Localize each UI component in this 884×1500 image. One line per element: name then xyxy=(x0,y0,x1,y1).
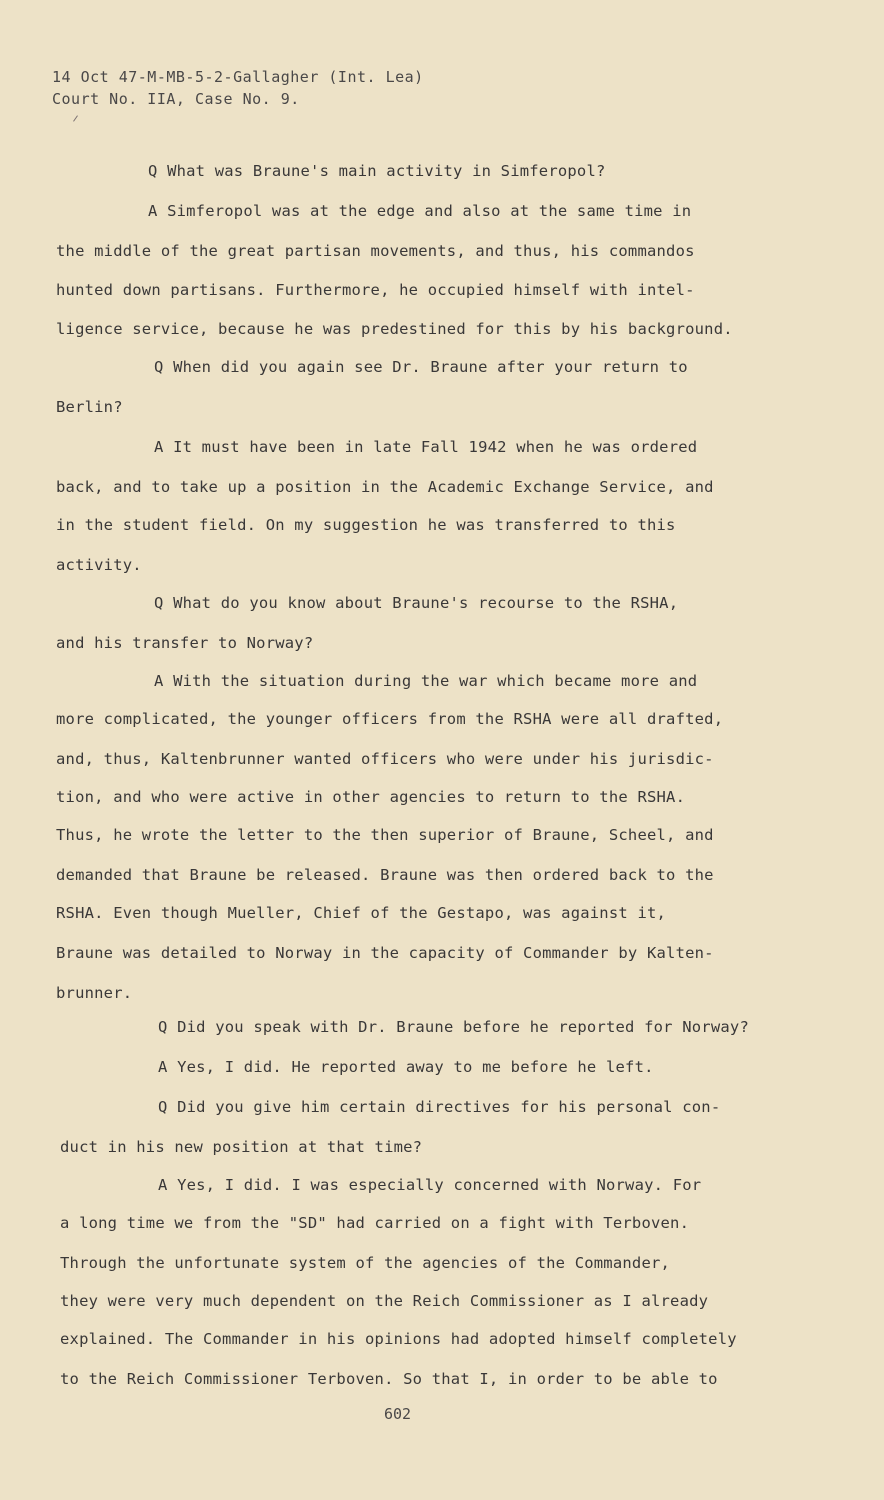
text-line: A With the situation during the war which became more and xyxy=(154,672,698,690)
text-line: ligence service, because he was predestined for this by his background. xyxy=(56,320,733,338)
text-line: tion, and who were active in other agencies to return to the RSHA. xyxy=(56,788,686,806)
text-line: Q Did you speak with Dr. Braune before he reported for Norway? xyxy=(158,1018,749,1036)
text-line: the middle of the great partisan movements, and thus, his commandos xyxy=(56,242,695,260)
page-number: 602 xyxy=(384,1405,412,1423)
text-line: Braune was detailed to Norway in the capacity of Commander by Kalten- xyxy=(56,944,714,962)
header-line-1: 14 Oct 47-M-MB-5-2-Gallagher (Int. Lea) xyxy=(52,68,424,86)
text-line: demanded that Braune be released. Braune was then ordered back to the xyxy=(56,866,714,884)
text-line: explained. The Commander in his opinions had adopted himself completely xyxy=(60,1330,737,1348)
text-line: Berlin? xyxy=(56,398,123,416)
text-line: and, thus, Kaltenbrunner wanted officers who were under his jurisdic- xyxy=(56,750,714,768)
text-line: hunted down partisans. Furthermore, he occupied himself with intel- xyxy=(56,281,695,299)
text-line: more complicated, the younger officers from the RSHA were all drafted, xyxy=(56,710,724,728)
text-line: a long time we from the "SD" had carried on a fight with Terboven. xyxy=(60,1214,690,1232)
text-line: brunner. xyxy=(56,984,133,1002)
header-line-2: Court No. IIA, Case No. 9. xyxy=(52,90,300,108)
text-line: Thus, he wrote the letter to the then superior of Braune, Scheel, and xyxy=(56,826,714,844)
text-line: Through the unfortunate system of the agencies of the Commander, xyxy=(60,1254,671,1272)
text-line: in the student field. On my suggestion he was transferred to this xyxy=(56,516,676,534)
text-line: A Yes, I did. I was especially concerned with Norway. For xyxy=(158,1176,702,1194)
text-line: Q When did you again see Dr. Braune after your return to xyxy=(154,358,688,376)
text-line: to the Reich Commissioner Terboven. So that I, in order to be able to xyxy=(60,1370,718,1388)
text-line: back, and to take up a position in the Academic Exchange Service, and xyxy=(56,478,714,496)
text-line: Q Did you give him certain directives for his personal con- xyxy=(158,1098,721,1116)
pen-mark xyxy=(73,115,78,121)
text-line: Q What was Braune's main activity in Simferopol? xyxy=(148,162,606,180)
text-line: Q What do you know about Braune's recourse to the RSHA, xyxy=(154,594,679,612)
text-line: activity. xyxy=(56,556,142,574)
text-line: and his transfer to Norway? xyxy=(56,634,314,652)
text-line: A Yes, I did. He reported away to me before he left. xyxy=(158,1058,654,1076)
text-line: duct in his new position at that time? xyxy=(60,1138,423,1156)
text-line: A Simferopol was at the edge and also at the same time in xyxy=(148,202,692,220)
text-line: they were very much dependent on the Reich Commissioner as I already xyxy=(60,1292,709,1310)
text-line: RSHA. Even though Mueller, Chief of the Gestapo, was against it, xyxy=(56,904,667,922)
text-line: A It must have been in late Fall 1942 when he was ordered xyxy=(154,438,698,456)
